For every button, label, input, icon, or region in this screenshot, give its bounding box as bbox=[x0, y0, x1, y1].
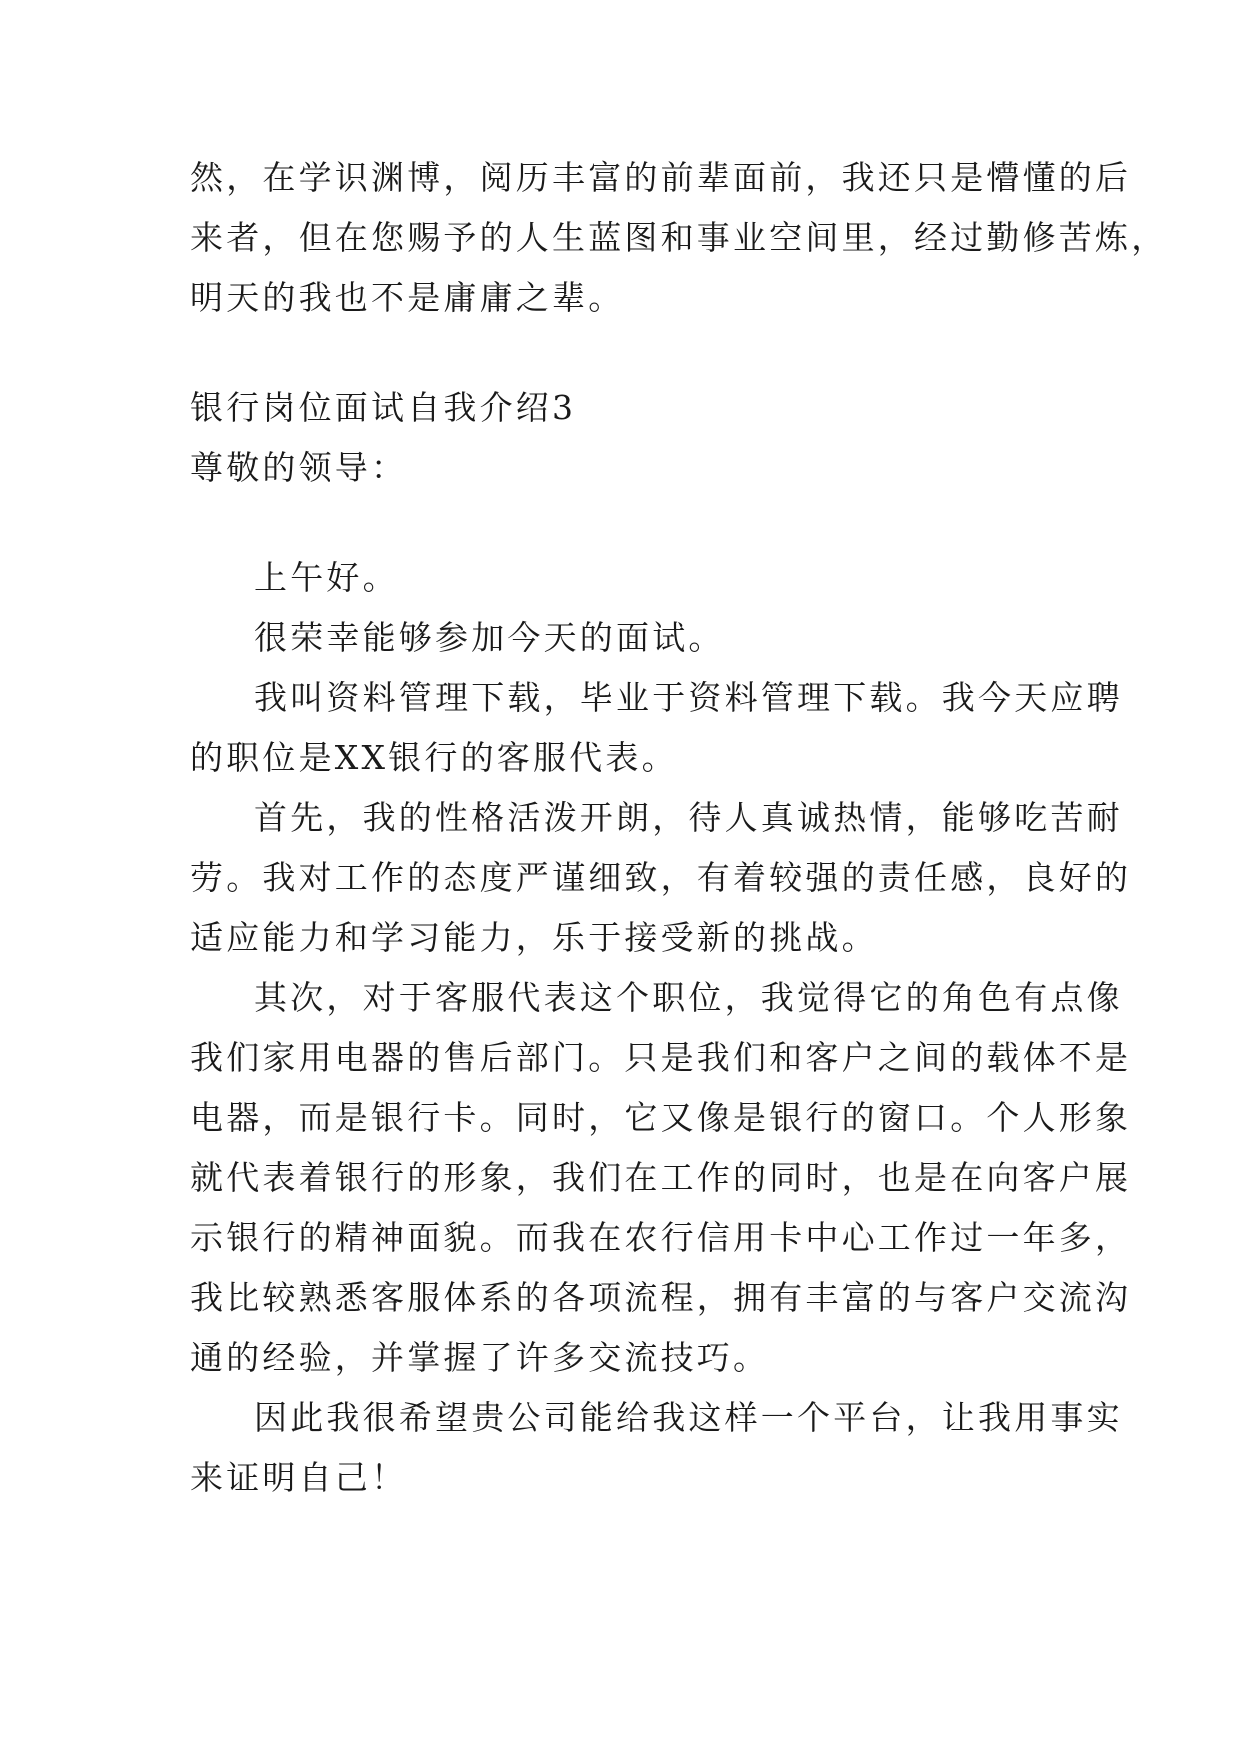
continuation-line: 然，在学识渊博，阅历丰富的前辈面前，我还只是懵懂的后 bbox=[190, 158, 1132, 197]
paragraph-line: 上午好。 bbox=[254, 558, 399, 597]
paragraph-line: 很荣幸能够参加今天的面试。 bbox=[254, 618, 725, 657]
paragraph-line: 的职位是XX银行的客服代表。 bbox=[190, 738, 678, 777]
continuation-line: 来者，但在您赐予的人生蓝图和事业空间里，经过勤修苦炼， bbox=[190, 218, 1168, 257]
salutation: 尊敬的领导： bbox=[190, 448, 408, 487]
paragraph-line: 其次，对于客服代表这个职位，我觉得它的角色有点像 bbox=[254, 978, 1123, 1017]
paragraph-line: 劳。我对工作的态度严谨细致，有着较强的责任感，良好的 bbox=[190, 858, 1132, 897]
paragraph-line: 我叫资料管理下载，毕业于资料管理下载。我今天应聘 bbox=[254, 678, 1123, 717]
paragraph-line: 适应能力和学习能力，乐于接受新的挑战。 bbox=[190, 918, 878, 957]
paragraph-line: 因此我很希望贵公司能给我这样一个平台，让我用事实 bbox=[254, 1398, 1123, 1437]
continuation-line: 明天的我也不是庸庸之辈。 bbox=[190, 278, 625, 317]
paragraph-line: 首先，我的性格活泼开朗，待人真诚热情，能够吃苦耐 bbox=[254, 798, 1123, 837]
paragraph-line: 示银行的精神面貌。而我在农行信用卡中心工作过一年多， bbox=[190, 1218, 1132, 1257]
paragraph-line: 我比较熟悉客服体系的各项流程，拥有丰富的与客户交流沟 bbox=[190, 1278, 1132, 1317]
paragraph-line: 来证明自己！ bbox=[190, 1458, 408, 1497]
paragraph-line: 通的经验，并掌握了许多交流技巧。 bbox=[190, 1338, 770, 1377]
paragraph-line: 就代表着银行的形象，我们在工作的同时，也是在向客户展 bbox=[190, 1158, 1132, 1197]
paragraph-line: 电器，而是银行卡。同时，它又像是银行的窗口。个人形象 bbox=[190, 1098, 1132, 1137]
paragraph-line: 我们家用电器的售后部门。只是我们和客户之间的载体不是 bbox=[190, 1038, 1132, 1077]
section-title: 银行岗位面试自我介绍3 bbox=[190, 388, 577, 427]
